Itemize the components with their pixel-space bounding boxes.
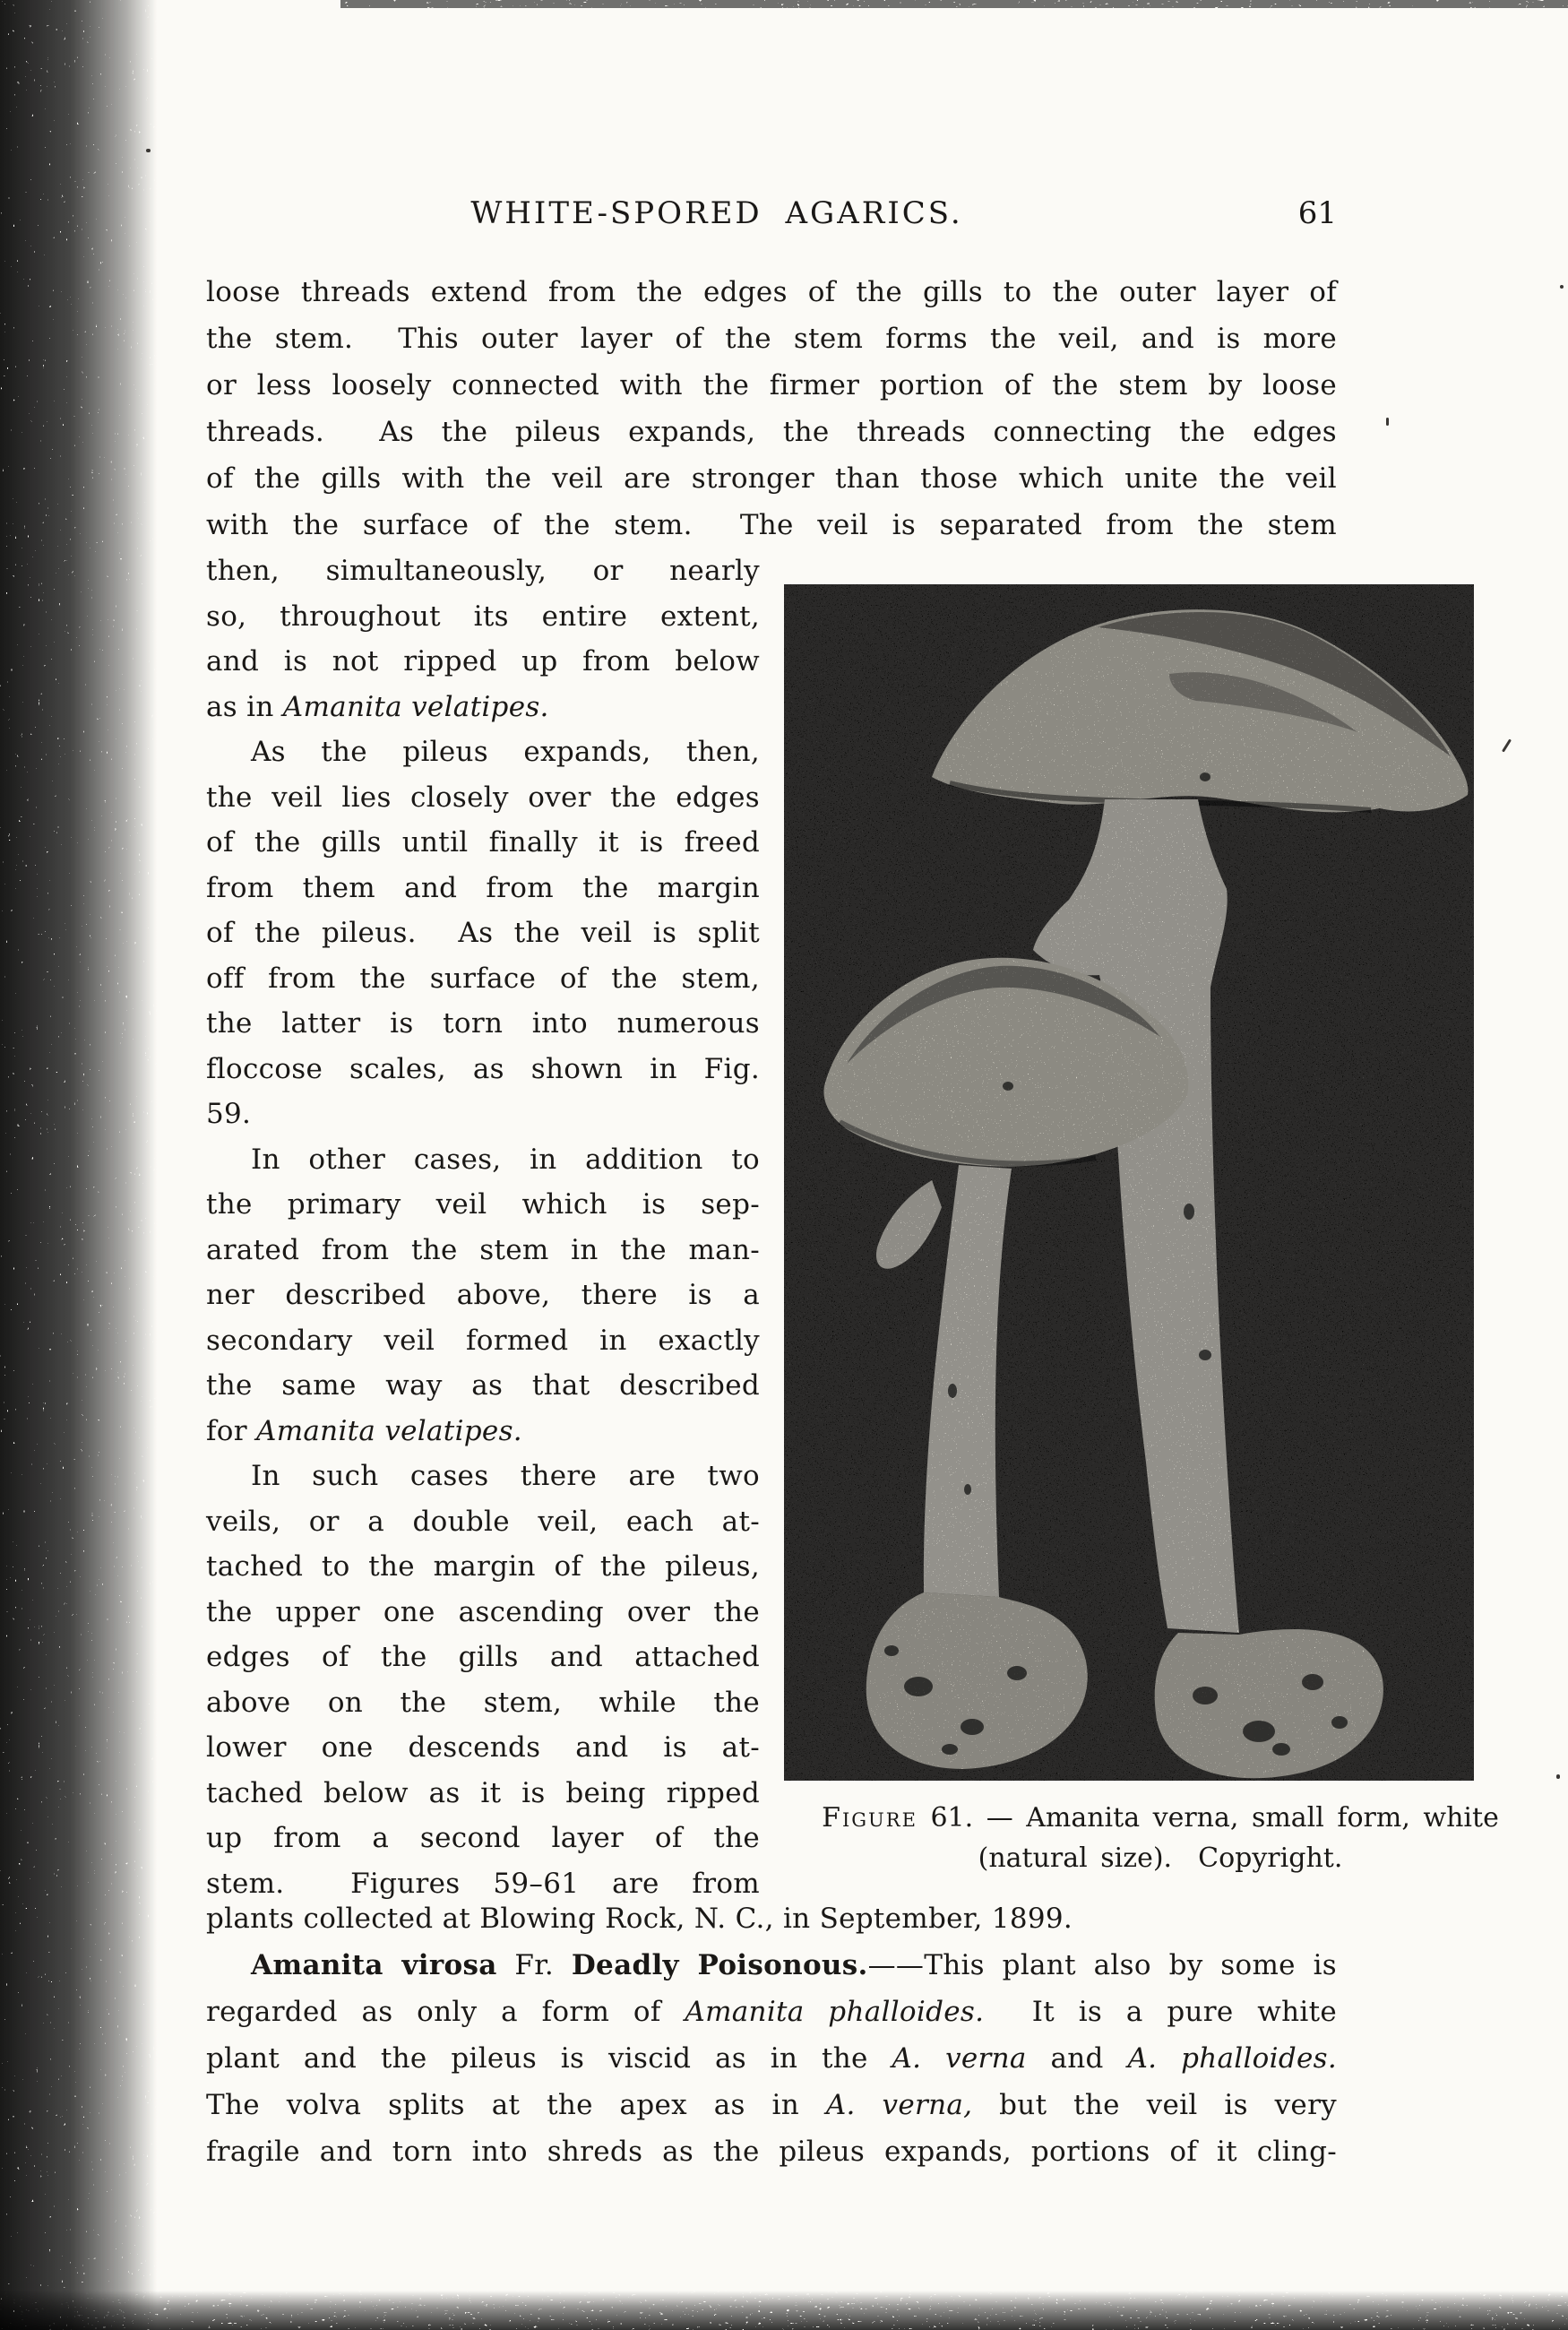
text-line: the latter is torn into numerous xyxy=(206,1007,760,1040)
text-line: the veil lies closely over the edges xyxy=(206,781,760,814)
text-line: so, throughout its entire extent, xyxy=(206,600,760,633)
figure-caption-line1 xyxy=(784,1798,1537,1838)
text-line: above on the stem, while the xyxy=(206,1686,760,1719)
scan-speck xyxy=(1386,418,1389,426)
text-line: tached to the margin of the pileus, xyxy=(206,1550,760,1583)
figure-label: Figure xyxy=(822,1802,918,1834)
text-line: As the pileus expands, then, xyxy=(251,736,760,768)
text-line: with the surface of the stem. The veil is separated from the stem xyxy=(206,509,1337,541)
text-line: of the pileus. As the veil is split xyxy=(206,917,760,949)
text-line: as in Amanita velatipes. xyxy=(206,690,549,723)
text-line: veils, or a double veil, each at- xyxy=(206,1505,760,1538)
text-line: for Amanita velatipes. xyxy=(206,1414,522,1447)
text-line: of the gills with the veil are stronger than those which unite the veil xyxy=(206,462,1337,495)
text-line: plants collected at Blowing Rock, N. C., in September, 1899. xyxy=(206,1903,1073,1935)
left-text-column xyxy=(206,548,760,1906)
text-line: regarded as only a form of Amanita phalloides. It is a pure white xyxy=(206,1996,1337,2028)
bottom-paragraph xyxy=(206,1895,1337,2175)
text-line: threads. As the pileus expands, the threads connecting the edges xyxy=(206,416,1337,448)
intro-paragraph xyxy=(206,269,1337,548)
text-line: floccose scales, as shown in Fig. xyxy=(206,1052,760,1085)
scan-speck xyxy=(1560,285,1564,289)
text-line: the upper one ascending over the xyxy=(206,1595,760,1628)
text-line: In other cases, in addition to xyxy=(251,1143,760,1176)
scan-speck xyxy=(146,149,151,152)
figure-photo-amanita-verna xyxy=(784,584,1474,1781)
text-line: 59. xyxy=(206,1098,252,1130)
text-line: off from the surface of the stem, xyxy=(206,962,760,995)
text-line: lower one descends and is at- xyxy=(206,1731,760,1764)
scan-speck xyxy=(1556,1774,1560,1779)
text-line: the stem. This outer layer of the stem forms the veil, and is more xyxy=(206,323,1337,355)
text-line: the primary veil which is sep- xyxy=(206,1188,760,1221)
text-line: tached below as it is being ripped xyxy=(206,1776,760,1809)
top-edge-scan-texture xyxy=(340,0,1568,8)
figure-caption xyxy=(784,1798,1537,1878)
text-line: then, simultaneously, or nearly xyxy=(206,555,760,587)
text-line: of the gills until finally it is freed xyxy=(206,826,760,859)
page-number: 61 xyxy=(1297,195,1337,231)
text-line: fragile and torn into shreds as the pileus expands, portions of it cling- xyxy=(206,2136,1337,2168)
text-line: up from a second layer of the xyxy=(206,1822,760,1854)
figure-caption-text: 61. — Amanita verna, small form, white xyxy=(917,1802,1499,1834)
text-line: ner described above, there is a xyxy=(206,1279,760,1311)
text-line: the same way as that described xyxy=(206,1369,760,1402)
text-line: from them and from the margin xyxy=(206,871,760,904)
left-edge-scan-texture xyxy=(0,0,157,2330)
text-line: or less loosely connected with the firmer portion of the stem by loose xyxy=(206,369,1337,401)
text-line: edges of the gills and attached xyxy=(206,1641,760,1673)
text-line: stem. Figures 59–61 are from xyxy=(206,1867,760,1900)
text-line: loose threads extend from the edges of the gills to the outer layer of xyxy=(206,276,1337,308)
figure-caption-line2: (natural size). Copyright. xyxy=(978,1842,1343,1874)
running-header: WHITE-SPORED AGARICS. xyxy=(470,195,963,231)
text-line: arated from the stem in the man- xyxy=(206,1233,760,1266)
bottom-edge-scan-texture xyxy=(0,2291,1568,2330)
text-line: The volva splits at the apex as in A. verna, but the veil is very xyxy=(206,2089,1337,2121)
text-line: secondary veil formed in exactly xyxy=(206,1324,760,1357)
text-line: In such cases there are two xyxy=(251,1460,760,1492)
text-line: Amanita virosa Fr. Deadly Poisonous.——This plant also by some is xyxy=(251,1949,1338,1981)
text-line: and is not ripped up from below xyxy=(206,645,760,677)
text-line: plant and the pileus is viscid as in the A. verna and A. phalloides. xyxy=(206,2042,1338,2075)
scan-speck xyxy=(1502,738,1512,752)
